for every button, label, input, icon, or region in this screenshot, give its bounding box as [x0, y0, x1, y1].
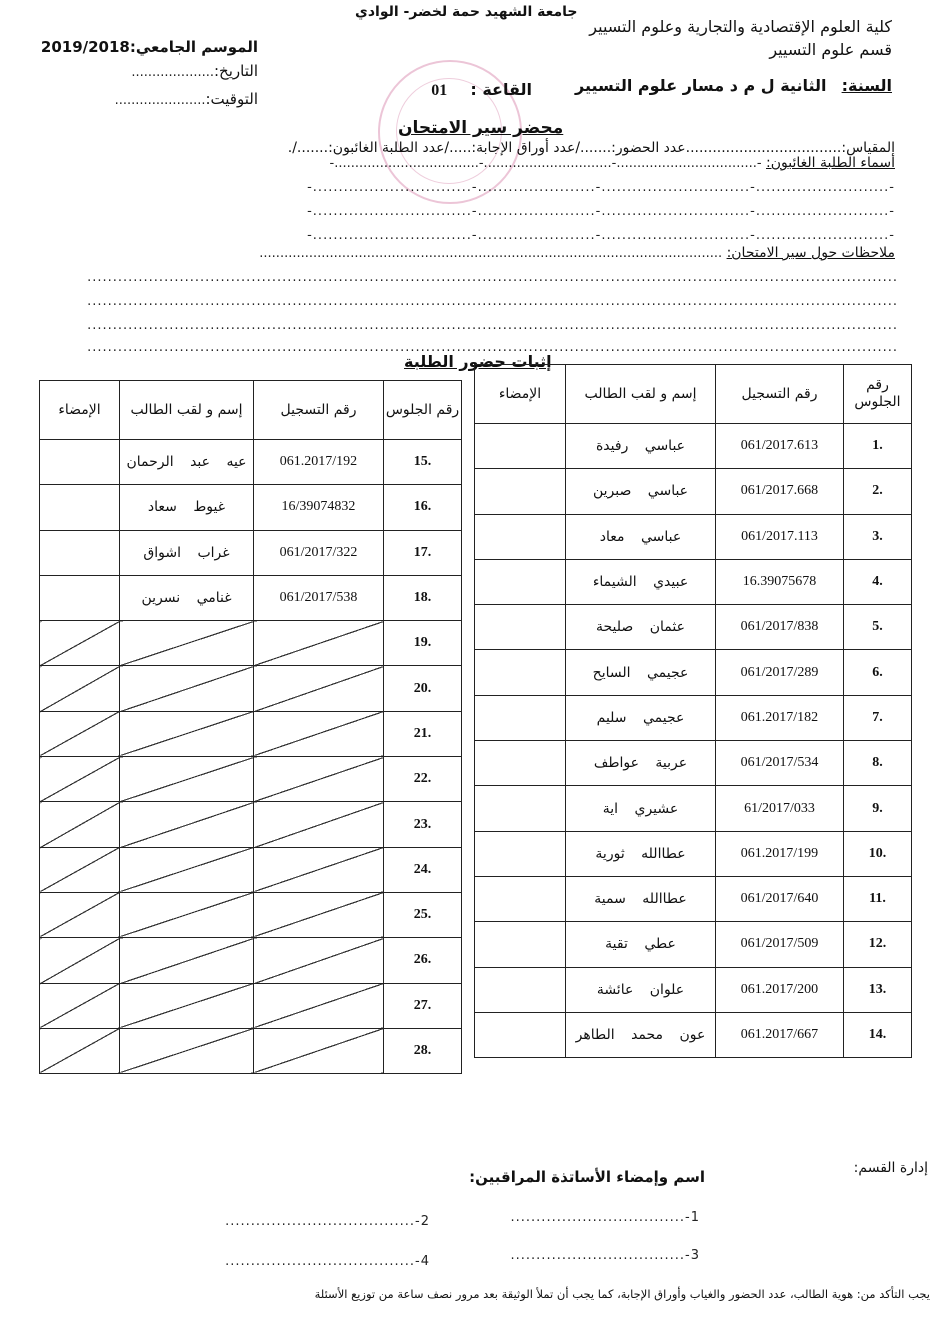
- registration-number: 061/2017/322: [254, 530, 384, 575]
- seat-number: 11.: [844, 876, 912, 921]
- student-name: [120, 1028, 254, 1073]
- registration-number: 061/2017/838: [716, 605, 844, 650]
- table-row: [40, 983, 462, 1028]
- signature-cell: [40, 802, 120, 847]
- faculty-name: كلية العلوم الإقتصادية والتجارية وعلوم التسيير: [589, 17, 892, 36]
- signature-cell: [475, 876, 566, 921]
- signature-cell: [40, 575, 120, 620]
- academic-season: الموسم الجامعي:2019/2018: [40, 38, 258, 56]
- signature-header: الإمضاء: [40, 381, 120, 440]
- year-label: السنة:: [841, 76, 892, 95]
- table-row: [475, 831, 912, 876]
- signature-cell: [475, 605, 566, 650]
- signature-cell: [475, 741, 566, 786]
- registration-number: 061/2017.113: [716, 514, 844, 559]
- table-row: [475, 424, 912, 469]
- registration-number: [254, 847, 384, 892]
- registration-number: 061/2017/534: [716, 741, 844, 786]
- proctor-line-1: 1-..................................: [510, 1210, 700, 1225]
- year-value: الثانية ل م د مسار علوم التسيير: [575, 76, 827, 95]
- seat-number: 27.: [384, 983, 462, 1028]
- seat-number: 5.: [844, 605, 912, 650]
- seat-number: 15.: [384, 440, 462, 485]
- notes-line-1: ..............................................................................................................................................................: [87, 270, 898, 285]
- student-name-header: إسم و لقب الطالب: [566, 365, 716, 424]
- signature-cell: [40, 983, 120, 1028]
- time-dots: ......................: [114, 93, 206, 108]
- student-name: عثمان صليحة: [566, 605, 716, 650]
- table-row: [40, 711, 462, 756]
- registration-number: 061/2017/289: [716, 650, 844, 695]
- seat-number: 10.: [844, 831, 912, 876]
- registration-number: 061/2017/640: [716, 876, 844, 921]
- signature-cell: [475, 1012, 566, 1057]
- proctor-line-3: 3-..................................: [510, 1248, 700, 1263]
- notes-dots: ................................................................................................................: [259, 246, 723, 261]
- signature-cell: [475, 469, 566, 514]
- signature-cell: [40, 938, 120, 983]
- registration-number: 16.39075678: [716, 559, 844, 604]
- proctor-line-2: 2-.....................................: [225, 1214, 430, 1229]
- table-row: [40, 485, 462, 530]
- student-name: عبيدي الشيماء: [566, 559, 716, 604]
- signature-header: الإمضاء: [475, 365, 566, 424]
- registration-number: 061/2017.668: [716, 469, 844, 514]
- registration-number: 061/2017.613: [716, 424, 844, 469]
- date-dots: ....................: [131, 65, 214, 80]
- registration-number: 061.2017/199: [716, 831, 844, 876]
- table-row: [40, 847, 462, 892]
- registration-number: [254, 1028, 384, 1073]
- table-row: [475, 741, 912, 786]
- signature-cell: [475, 424, 566, 469]
- signature-cell: [475, 559, 566, 604]
- seat-number: 12.: [844, 922, 912, 967]
- signature-cell: [475, 695, 566, 740]
- year-field: [575, 76, 892, 95]
- notes-line-3: ..............................................................................................................................................................: [87, 318, 898, 333]
- date-field: [131, 62, 258, 80]
- registration-number: [254, 892, 384, 937]
- seat-number: 21.: [384, 711, 462, 756]
- department-name: قسم علوم التسيير: [769, 40, 892, 59]
- table-row: [475, 650, 912, 695]
- proctor-line-4: 4-.....................................: [225, 1254, 430, 1269]
- attendance-table-left: [39, 380, 462, 1074]
- exam-report-title: محضر سير الامتحان: [398, 118, 564, 138]
- signature-cell: [40, 892, 120, 937]
- student-name: عطاالله ثورية: [566, 831, 716, 876]
- signature-cell: [475, 967, 566, 1012]
- time-label: التوقيت:: [205, 90, 258, 108]
- seat-number: 17.: [384, 530, 462, 575]
- table-row: [475, 559, 912, 604]
- table-row: [475, 605, 912, 650]
- student-name: [120, 802, 254, 847]
- seat-number: 7.: [844, 695, 912, 740]
- table-row: [475, 786, 912, 831]
- seat-header: رقم الجلوس: [844, 365, 912, 424]
- signature-cell: [40, 621, 120, 666]
- student-name-header: إسم و لقب الطالب: [120, 381, 254, 440]
- time-field: [115, 90, 258, 108]
- seat-number: 9.: [844, 786, 912, 831]
- seat-number: 18.: [384, 575, 462, 620]
- registration-number: [254, 938, 384, 983]
- student-name: عشيري اية: [566, 786, 716, 831]
- registration-number: [254, 666, 384, 711]
- registration-number: [254, 802, 384, 847]
- seat-number: 26.: [384, 938, 462, 983]
- university-name: جامعة الشهيد حمة لخضر- الوادي: [355, 4, 578, 20]
- student-name: [120, 666, 254, 711]
- table-row: [475, 922, 912, 967]
- registration-header: رقم التسجيل: [254, 381, 384, 440]
- signature-cell: [40, 440, 120, 485]
- table-row: [40, 666, 462, 711]
- seat-number: 1.: [844, 424, 912, 469]
- student-name: [120, 711, 254, 756]
- seat-number: 19.: [384, 621, 462, 666]
- seat-number: 2.: [844, 469, 912, 514]
- table-row: [40, 1028, 462, 1073]
- table-row: [40, 757, 462, 802]
- seat-number: 22.: [384, 757, 462, 802]
- absent-line-1: -..................................-...............................-...................................-: [329, 156, 762, 171]
- signature-cell: [40, 485, 120, 530]
- registration-number: 061.2017/200: [716, 967, 844, 1012]
- seat-number: 20.: [384, 666, 462, 711]
- registration-number: [254, 757, 384, 802]
- seat-number: 3.: [844, 514, 912, 559]
- table-row: [475, 469, 912, 514]
- signature-cell: [475, 831, 566, 876]
- student-name: عجيمي السايح: [566, 650, 716, 695]
- table-row: [40, 530, 462, 575]
- seat-header: رقم الجلوس: [384, 381, 462, 440]
- absent-students-label: أسماء الطلبة الغائبون:: [766, 155, 895, 171]
- registration-number: [254, 711, 384, 756]
- student-name: عباسي معاد: [566, 514, 716, 559]
- signature-cell: [40, 666, 120, 711]
- room-value: 01: [431, 82, 448, 99]
- student-name: غيوط سعاد: [120, 485, 254, 530]
- student-name: عجيمي سليم: [566, 695, 716, 740]
- seat-number: 14.: [844, 1012, 912, 1057]
- table-row: [40, 938, 462, 983]
- student-name: عطي تقية: [566, 922, 716, 967]
- table-row: [475, 514, 912, 559]
- absent-line-4: -..........................-.............................-.......................-...............................-: [307, 228, 895, 243]
- registration-number: 061/2017/538: [254, 575, 384, 620]
- signature-cell: [40, 847, 120, 892]
- attendance-title: إثبات حضور الطلبة: [404, 352, 552, 371]
- registration-number: 061.2017/667: [716, 1012, 844, 1057]
- table-row: [475, 967, 912, 1012]
- seat-number: 6.: [844, 650, 912, 695]
- table-row: [475, 876, 912, 921]
- signature-cell: [475, 786, 566, 831]
- table-row: [40, 575, 462, 620]
- student-name: [120, 983, 254, 1028]
- table-row: [40, 802, 462, 847]
- footer-note: يجب التأكد من: هوية الطالب، عدد الحضور والغياب وأوراق الإجابة، كما يجب أن تملأ الوثيقة بعد مرور نصف ساعة من توزيع الأسئلة: [314, 1287, 930, 1301]
- registration-number: 061.2017/192: [254, 440, 384, 485]
- notes-row: [259, 245, 895, 261]
- registration-number: 16/39074832: [254, 485, 384, 530]
- notes-label: ملاحظات حول سير الامتحان:: [726, 245, 895, 261]
- attendance-table-right: [474, 364, 912, 1058]
- notes-line-4: ..............................................................................................................................................................: [87, 340, 898, 355]
- seat-number: 8.: [844, 741, 912, 786]
- registration-number: 061/2017/509: [716, 922, 844, 967]
- student-name: عربية عواطف: [566, 741, 716, 786]
- student-name: [120, 621, 254, 666]
- seat-number: 23.: [384, 802, 462, 847]
- seat-number: 4.: [844, 559, 912, 604]
- student-name: عباسي رفيدة: [566, 424, 716, 469]
- student-name: [120, 757, 254, 802]
- module-line: المقياس:...................................عدد الحضور:......./عدد أوراق الإجابة:...../عدد الطلبة الغائبون:......./.: [287, 140, 895, 156]
- seat-number: 25.: [384, 892, 462, 937]
- student-name: غراب اشواق: [120, 530, 254, 575]
- seat-number: 28.: [384, 1028, 462, 1073]
- registration-number: 61/2017/033: [716, 786, 844, 831]
- room-field: [431, 80, 532, 100]
- signature-cell: [475, 650, 566, 695]
- student-name: عون محمد الطاهر: [566, 1012, 716, 1057]
- notes-line-2: ..............................................................................................................................................................: [87, 294, 898, 309]
- proctors-label: اسم وإمضاء الأساتذة المراقبين:: [469, 1168, 705, 1186]
- seat-number: 24.: [384, 847, 462, 892]
- seat-number: 16.: [384, 485, 462, 530]
- table-row: [40, 892, 462, 937]
- student-name: [120, 938, 254, 983]
- signature-cell: [40, 1028, 120, 1073]
- table-row: [475, 695, 912, 740]
- student-name: عيه عبد الرحمان: [120, 440, 254, 485]
- signature-cell: [40, 711, 120, 756]
- student-name: عباسي صبرين: [566, 469, 716, 514]
- signature-cell: [40, 530, 120, 575]
- student-name: علوان عائشة: [566, 967, 716, 1012]
- date-label: التاريخ:: [214, 62, 258, 80]
- signature-cell: [475, 514, 566, 559]
- table-row: [40, 621, 462, 666]
- student-name: [120, 847, 254, 892]
- department-admin-label: إدارة القسم:: [853, 1160, 928, 1176]
- room-label: القاعة :: [470, 80, 532, 99]
- absent-line-3: -..........................-.............................-.......................-...............................-: [307, 204, 895, 219]
- registration-number: [254, 983, 384, 1028]
- absent-students-row: [330, 155, 895, 171]
- registration-number: 061.2017/182: [716, 695, 844, 740]
- table-row: [475, 1012, 912, 1057]
- absent-line-2: -..........................-.............................-.......................-...............................-: [307, 180, 895, 195]
- table-row: [40, 440, 462, 485]
- signature-cell: [40, 757, 120, 802]
- registration-header: رقم التسجيل: [716, 365, 844, 424]
- seat-number: 13.: [844, 967, 912, 1012]
- student-name: عطاالله سمية: [566, 876, 716, 921]
- registration-number: [254, 621, 384, 666]
- student-name: [120, 892, 254, 937]
- signature-cell: [475, 922, 566, 967]
- student-name: غنامي نسرين: [120, 575, 254, 620]
